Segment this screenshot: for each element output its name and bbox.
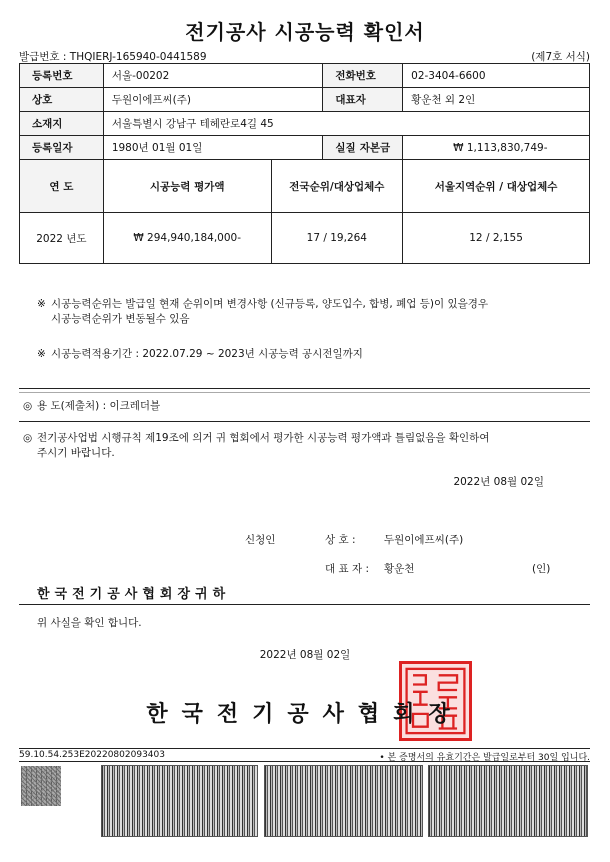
info-table (19, 63, 590, 264)
footer-bar (19, 748, 590, 762)
reg-date-value: 1980년 01월 01일 (103, 136, 323, 160)
phone-label: 전화번호 (323, 64, 403, 88)
reg-no-label: 등록번호 (20, 64, 104, 88)
footer-validity: • 본 증명서의 유효기간은 발급일로부터 30일 입니다. (379, 753, 590, 763)
reg-no-value: 서울-00202 (103, 64, 323, 88)
national-rank-header: 전국순위/대상업체수 (271, 160, 403, 213)
applicant-label: 신청인 (245, 534, 276, 546)
confirm-line2: 주시기 바랍니다. (37, 447, 115, 459)
note-period (37, 347, 363, 362)
note-rank (37, 297, 488, 327)
note-mark: ※ (37, 348, 46, 360)
year-header: 연 도 (20, 160, 104, 213)
issue-date: 2022년 08월 02일 (259, 649, 351, 661)
capital-label: 실질 자본금 (323, 136, 403, 160)
usage-line (23, 399, 160, 414)
request-date: 2022년 08월 02일 (453, 476, 544, 488)
issue-number: 발급번호 : THQIERJ-165940-0441589 (19, 51, 207, 63)
note-rank-line1: 시공능력순위는 발급일 현재 순위이며 변경사항 (신규등록, 양도입수, 합병, 폐업 등)이 있을경우 (51, 298, 489, 310)
applicant-name-label: 상 호 : (325, 534, 356, 546)
barcode-3 (428, 765, 588, 837)
year-cell: 2022 년도 (20, 213, 104, 264)
name-label: 상호 (20, 88, 104, 112)
seoul-rank-header: 서울지역순위 / 대상업체수 (403, 160, 590, 213)
name-value: 두원이에프씨(주) (103, 88, 323, 112)
applicant-name: 두원이에프씨(주) (384, 534, 464, 546)
barcode-2 (264, 765, 423, 837)
confirm-statement: 위 사실을 확인 합니다. (37, 617, 142, 629)
note-mark: ※ (37, 298, 46, 310)
document-title: 전기공사 시공능력 확인서 (185, 20, 425, 44)
seal-placeholder: (인) (532, 563, 551, 575)
note-rank-line2: 시공능력순위가 변동될수 있음 (51, 313, 190, 325)
capital-value: ₩ 1,113,830,749- (403, 136, 590, 160)
amount-header: 시공능력 평가액 (103, 160, 271, 213)
applicant-rep: 황운천 (384, 563, 415, 575)
divider (19, 604, 590, 605)
qr-code (21, 766, 61, 806)
seoul-rank-cell: 12 / 2,155 (403, 213, 590, 264)
address-value: 서울특별시 강남구 테헤란로4길 45 (103, 112, 589, 136)
divider (19, 421, 590, 422)
footer-ip: 59.10.54.253E20220802093403 (19, 750, 165, 760)
issuer-name: 한국전기공사협회장 (146, 702, 464, 727)
rep-value: 황운천 외 2인 (403, 88, 590, 112)
form-number: (제7호 서식) (531, 51, 590, 63)
divider (19, 388, 590, 389)
divider (19, 392, 590, 393)
barcode-1 (101, 765, 258, 837)
address-label: 소재지 (20, 112, 104, 136)
rep-label: 대표자 (323, 88, 403, 112)
national-rank-cell: 17 / 19,264 (271, 213, 403, 264)
amount-cell: ₩ 294,940,184,000- (103, 213, 271, 264)
usage-mark: ◎ (23, 400, 33, 412)
phone-value: 02-3404-6600 (403, 64, 590, 88)
confirm-line1: 전기공사업법 시행규칙 제19조에 의거 귀 협회에서 평가한 시공능력 평가액과 틀림없음을 확인하여 (37, 432, 490, 444)
usage-text: 용 도(제출처) : 이크레더블 (37, 400, 161, 412)
addressee: 한국전기공사협회장귀하 (37, 587, 231, 602)
note-period-text: 시공능력적용기간 : 2022.07.29 ~ 2023년 시공능력 공시전일까지 (51, 348, 363, 360)
applicant-rep-label: 대 표 자 : (325, 563, 369, 575)
confirm-request (23, 431, 489, 461)
confirm-mark: ◎ (23, 432, 33, 444)
reg-date-label: 등록일자 (20, 136, 104, 160)
